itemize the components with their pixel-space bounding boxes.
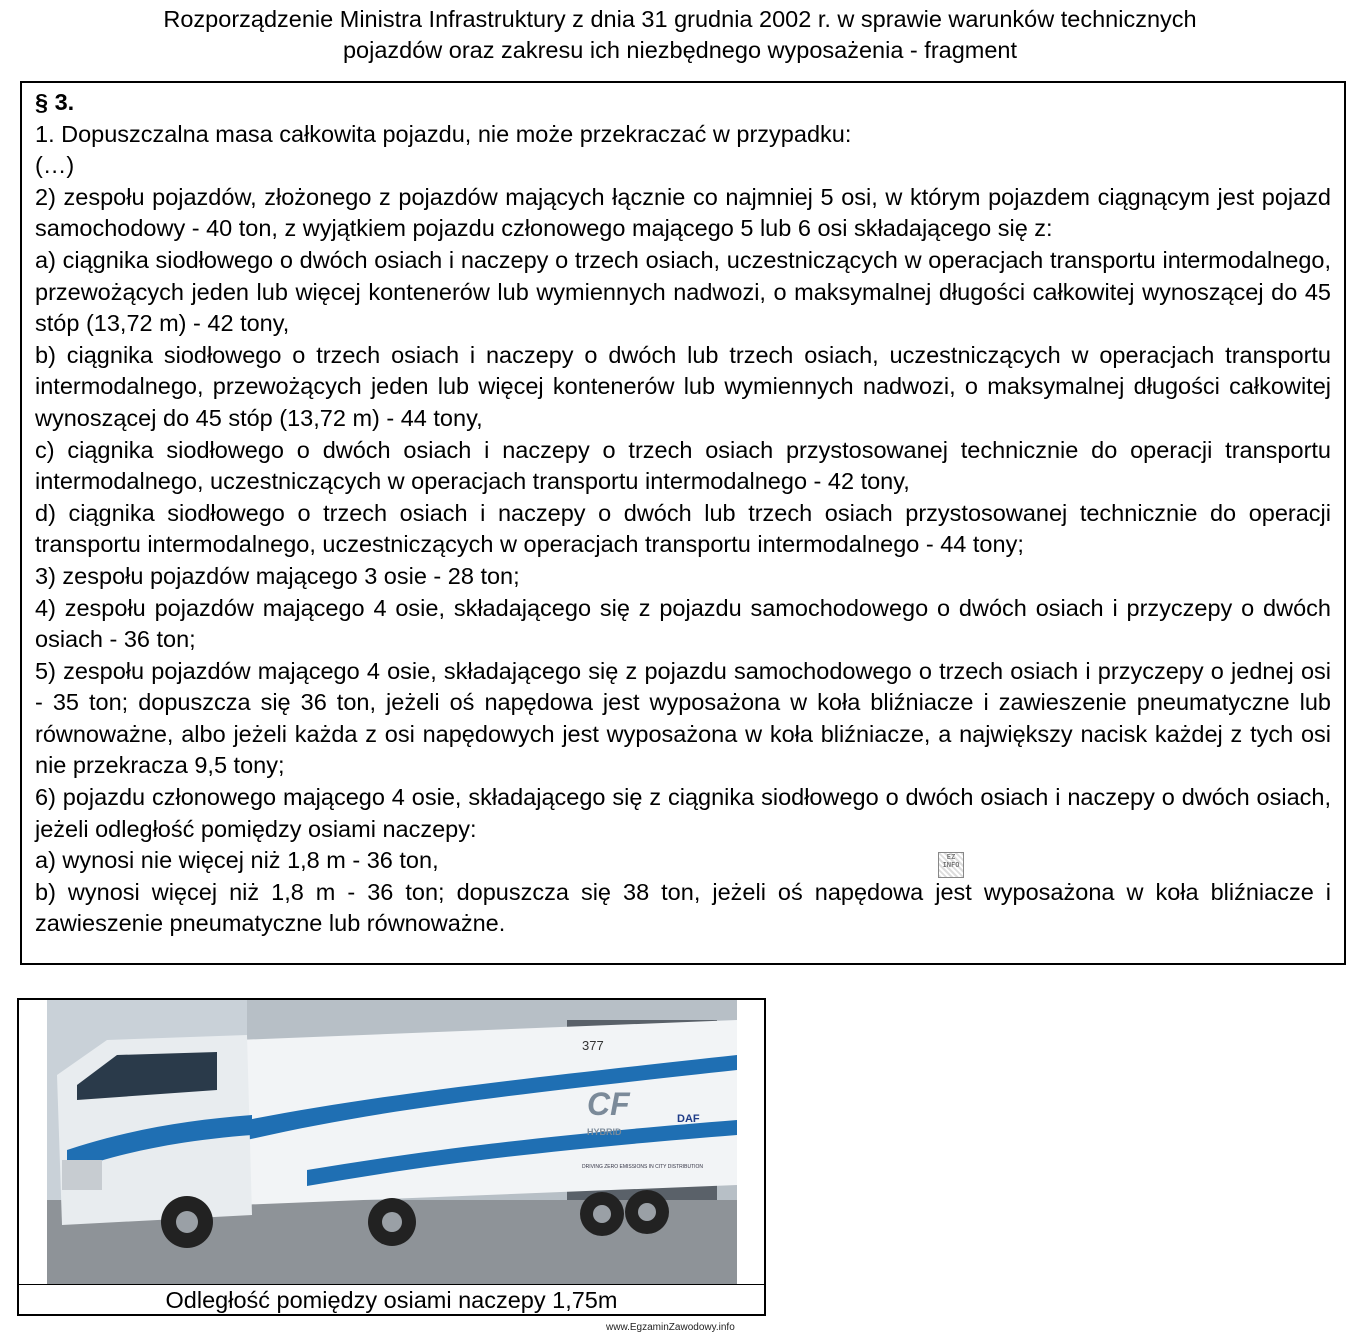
slogan: DRIVING ZERO EMISSIONS IN CITY DISTRIBUTION xyxy=(582,1164,704,1170)
paragraph-1: 1. Dopuszczalna masa całkowita pojazdu, nie może przekraczać w przypadku: xyxy=(35,120,852,147)
model-logo: CF xyxy=(587,1086,630,1122)
point-4: 4) zespołu pojazdów mającego 4 osie, składającego się z pojazdu samochodowego o dwóch osiach i przyczepy o dwóch osiach - 36 ton; xyxy=(35,594,1331,653)
model-sub: HYBRID xyxy=(587,1127,622,1137)
photo-frame xyxy=(17,998,766,1316)
point-6a: a) wynosi nie więcej niż 1,8 m - 36 ton, xyxy=(35,847,439,874)
section-number: § 3. xyxy=(35,89,75,115)
point-5: 5) zespołu pojazdów mającego 4 osie, składającego się z pojazdu samochodowego o trzech osiach i przyczepy o jednej osi - 35 ton; dopuszcza się 36 ton, jeżeli oś napędowa jest wyposażona w koła bliźniacze i zawieszenie pneumatyczne lub równoważne, albo jeżeli każda z osi napędowych jest wyposażona w koła bliźniacze, a największy nacisk każdej z tych osi nie przekracza 9,5 tony; xyxy=(35,657,1331,779)
truck-photo xyxy=(47,1000,737,1284)
paragraph-ellipsis: (…) xyxy=(35,152,75,179)
trailer-wheel-1-hub xyxy=(593,1205,611,1223)
point-2c: c) ciągnika siodłowego o dwóch osiach i naczepy o trzech osiach przystosowanej technicznie do operacji transportu intermodalnego, uczestniczących w operacjach transportu intermodalnego - 42 tony, xyxy=(35,436,1331,495)
point-2b: b) ciągnika siodłowego o trzech osiach i naczepy o dwóch lub trzech osiach, uczestniczących w operacjach transportu intermodalnego, przewożących jeden lub więcej kontenerów lub wymiennych nadwozi, o maksymalnej długości całkowitej wynoszącej do 45 stóp (13,72 m) - 44 tony, xyxy=(35,341,1331,431)
document-title xyxy=(0,4,1360,66)
door-number: 377 xyxy=(582,1038,604,1053)
truck-illustration xyxy=(47,1000,737,1284)
cab-grille xyxy=(62,1160,102,1190)
regulation-box xyxy=(20,81,1346,965)
point-6: 6) pojazdu członowego mającego 4 osie, składającego się z ciągnika siodłowego o dwóch osiach i naczepy o dwóch osiach, jeżeli odległość pomiędzy osiami naczepy: xyxy=(35,784,1331,842)
point-2: 2) zespołu pojazdów, złożonego z pojazdów mających łącznie co najmniej 5 osi, w którym pojazdem ciągnącym jest pojazd samochodowy - 40 ton, z wyjątkiem pojazdu członowego mającego 5 lub 6 osi składającego się z: xyxy=(35,183,1331,242)
point-6b: b) wynosi więcej niż 1,8 m - 36 ton; dopuszcza się 38 ton, jeżeli oś napędowa jest wyposażona w koła bliźniacze i zawieszenie pneumatyczne lub równoważne. xyxy=(35,878,1331,937)
brand-logo: DAF xyxy=(677,1113,700,1125)
point-2a: a) ciągnika siodłowego o dwóch osiach i naczepy o trzech osiach, uczestniczących w operacjach transportu intermodalnego, przewożących jeden lub więcej kontenerów lub wymiennych nadwozi, o maksymalnej długości całkowitej wynoszącej do 45 stóp (13,72 m) - 42 tony, xyxy=(35,246,1331,337)
title-line-1: Rozporządzenie Ministra Infrastruktury z dnia 31 grudnia 2002 r. w sprawie warunków technicznych xyxy=(163,6,1197,32)
point-2d: d) ciągnika siodłowego o trzech osiach i naczepy o dwóch lub trzech osiach przystosowanej technicznie do operacji transportu intermodalnego, uczestniczących w operacjach transportu intermodalnego - 44 tony; xyxy=(35,499,1331,558)
point-3: 3) zespołu pojazdów mającego 3 osie - 28 ton; xyxy=(35,562,520,589)
footer-site: www.EgzaminZawodowy.info xyxy=(606,1322,735,1333)
title-line-2: pojazdów oraz zakresu ich niezbędnego wyposażenia - fragment xyxy=(342,37,1018,63)
trailer-wheel-2-hub xyxy=(638,1203,656,1221)
drive-wheel-hub xyxy=(382,1212,402,1232)
watermark-icon: EZ INFO xyxy=(938,852,964,878)
photo-caption: Odległość pomiędzy osiami naczepy 1,75m xyxy=(19,1284,764,1315)
front-wheel-hub xyxy=(176,1211,198,1233)
